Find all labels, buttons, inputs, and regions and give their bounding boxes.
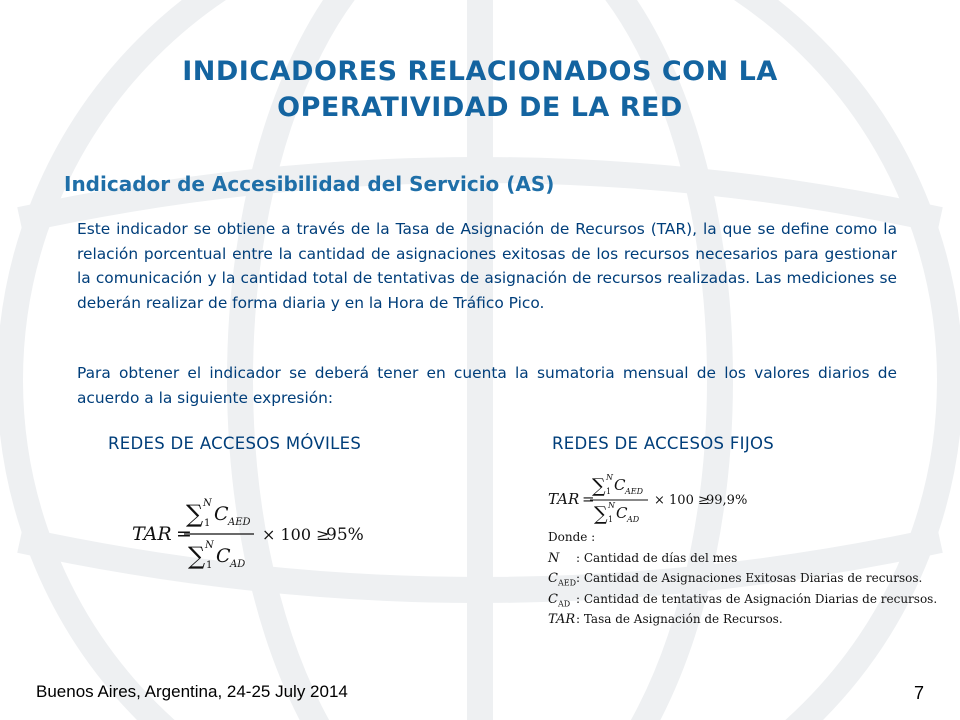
sum-lower-top-fixed: 1 [606,487,612,496]
legend-text: : Cantidad de Asignaciones Exitosas Diarias de recursos. [576,571,923,585]
legend-text: : Tasa de Asignación de Recursos. [576,612,783,626]
formula-legend [548,530,938,633]
legend-item-caed [548,571,928,592]
legend-item-n [548,551,928,572]
legend-heading: Donde : [548,530,596,544]
c-aed-fixed: C [614,476,626,494]
threshold-mobile: 95% [326,525,364,545]
formula-times-fixed: × 100 ≥ [654,493,709,508]
sum-symbol-bottom-fixed: ∑ [594,503,608,525]
c-ad-fixed: C [616,504,628,522]
heading-fixed-networks: REDES DE ACCESOS FIJOS [552,434,775,453]
paragraph-expression: Para obtener el indicador se deberá tener en cuenta la sumatoria mensual de los valores diarios de acuerdo a la siguiente expresión: [77,364,897,407]
title-line-2: OPERATIVIDAD DE LA RED [277,92,683,123]
formula-mobile [118,488,448,578]
sum-upper-top-fixed: N [606,473,613,482]
legend-symbol: TAR [548,612,576,627]
sub-aed: AED [228,517,251,528]
formula-equals-fixed: = [582,490,595,508]
formula-lhs: TAR [132,523,172,545]
legend-symbol: $C_{AED}$ [548,571,576,588]
c-ad: C [216,545,231,567]
formula-equals: = [176,523,192,545]
sum-upper-bottom: N [205,540,214,551]
sum-lower-bottom: 1 [206,560,213,571]
heading-mobile-networks: REDES DE ACCESOS MÓVILES [108,434,362,453]
sum-lower-top: 1 [204,518,211,529]
sum-upper-top: N [203,498,212,509]
c-aed: C [214,503,229,525]
title-line-1: INDICADORES RELACIONADOS CON LA [182,56,778,87]
formula-lhs-fixed: TAR [548,490,580,508]
sum-upper-bottom-fixed: N [608,501,615,510]
sub-aed-fixed: AED [625,487,644,496]
threshold-fixed: 99,9% [706,493,748,508]
sum-lower-bottom-fixed: 1 [608,515,614,524]
section-heading: Indicador de Accesibilidad del Servicio (AS) [64,172,555,196]
sum-symbol-bottom: ∑ [188,542,206,570]
sum-symbol-top-fixed: ∑ [592,475,606,497]
footer-location-date: Buenos Aires, Argentina, 24-25 July 2014 [36,682,348,701]
page-number: 7 [913,683,924,703]
legend-symbol: $C_{AD}$ [548,591,571,609]
formula-times: × 100 ≥ [262,525,330,544]
legend-symbol: N [548,550,560,566]
legend-item-tar [548,612,928,633]
legend-text: : Cantidad de tentativas de Asignación Diarias de recursos. [576,591,938,606]
legend-text: : Cantidad de días del mes [576,550,738,565]
sub-ad-fixed: AD [627,515,640,524]
paragraph-definition: Este indicador se obtiene a través de la Tasa de Asignación de Recursos (TAR), la que se define como la relación porcentual entre la cantidad de asignaciones exitosas de los recursos necesarios para gestionar la comunicación y la cantidad total de tentativas de asignación de recursos realizadas. Las mediciones se deberán realizar de forma diaria y en la Hora de Tráfico Pico. [77,220,897,312]
sum-symbol-top: ∑ [186,500,204,528]
slide-title [60,54,900,126]
legend-item-cad [548,591,938,613]
sub-ad: AD [230,559,246,570]
